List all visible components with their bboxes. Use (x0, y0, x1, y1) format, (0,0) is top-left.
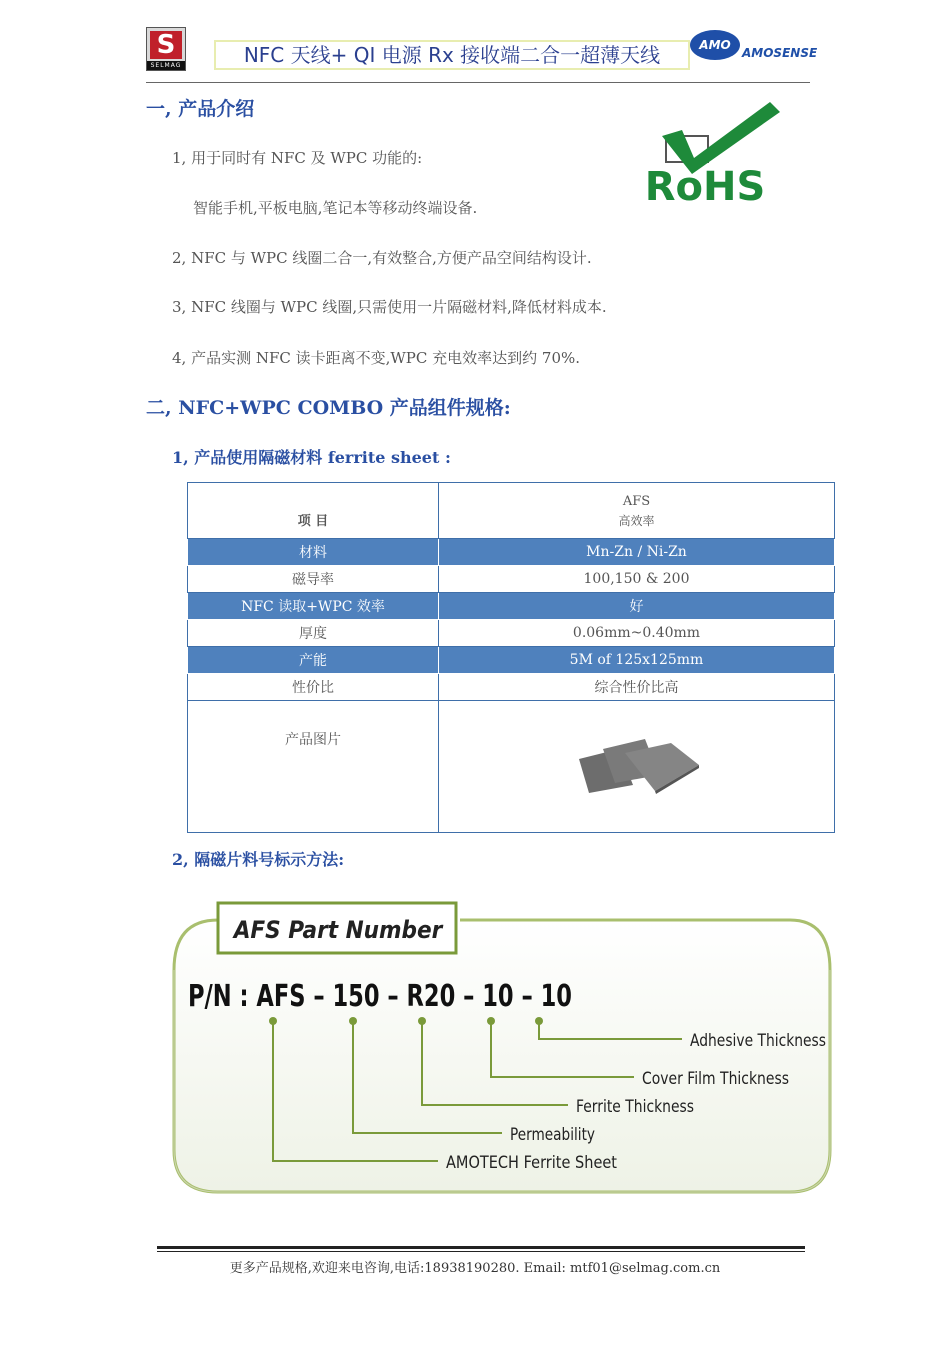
section2-heading: 二, NFC+WPC COMBO 产品组件规格: (146, 397, 511, 419)
table-header-afs (439, 483, 835, 539)
table-row (188, 539, 835, 566)
ferrite-sheet-image (567, 735, 707, 795)
part-number-code: P/N : AFS – 150 – R20 – 10 – 10 (188, 979, 572, 1014)
document-title: NFC 天线+ QI 电源 Rx 接收端二合一超薄天线 (214, 40, 690, 70)
header-divider (146, 82, 810, 83)
row-label: NFC 读取+WPC 效率 (188, 593, 439, 620)
table-header-item (188, 483, 439, 539)
label-ferrite-thickness: Ferrite Thickness (576, 1097, 695, 1117)
part-number-diagram (170, 900, 834, 1196)
row-value: 好 (439, 593, 835, 620)
row-value: 100,150 & 200 (439, 566, 835, 593)
label-cover-film-thickness: Cover Film Thickness (642, 1069, 790, 1089)
amo-logo-mark: AMO (690, 30, 740, 60)
table-header-row (188, 483, 835, 539)
label-permeability: Permeability (510, 1125, 595, 1145)
row-value: 5M of 125x125mm (439, 647, 835, 674)
row-label: 材料 (188, 539, 439, 566)
table-image-row (188, 701, 835, 833)
table-row (188, 674, 835, 701)
selmag-logo (146, 27, 186, 71)
row-value: Mn-Zn / Ni-Zn (439, 539, 835, 566)
row-label: 性价比 (188, 674, 439, 701)
logo-letter: S (150, 31, 182, 59)
rohs-badge (620, 100, 790, 210)
logo-subtext: SELMAG (147, 61, 185, 70)
header-afs-sub: 高效率 (618, 513, 655, 528)
label-amotech-ferrite-sheet: AMOTECH Ferrite Sheet (446, 1153, 618, 1173)
table-row (188, 566, 835, 593)
table-row (188, 620, 835, 647)
spec-table (187, 482, 835, 833)
label-adhesive-thickness: Adhesive Thickness (690, 1031, 827, 1051)
table-row (188, 647, 835, 674)
footer-contact: 更多产品规格,欢迎来电咨询,电话:18938190280. Email: mtf01@selmag.com.cn (229, 1261, 721, 1276)
row-label: 产能 (188, 647, 439, 674)
row-value: 综合性价比高 (439, 674, 835, 701)
intro-item-1-detail: 智能手机,平板电脑,笔记本等移动终端设备. (193, 199, 478, 217)
part-number-box-title: AFS Part Number (233, 916, 443, 944)
intro-item-3: 3, NFC 线圈与 WPC 线圈,只需使用一片隔磁材料,降低材料成本. (172, 298, 607, 316)
amosense-logo (690, 30, 818, 66)
intro-item-4: 4, 产品实测 NFC 读卡距离不变,WPC 充电效率达到约 70%. (172, 349, 581, 367)
footer-divider-thin (157, 1251, 805, 1252)
intro-item-1: 1, 用于同时有 NFC 及 WPC 功能的: (172, 149, 423, 167)
header-item-label: 项 目 (297, 514, 329, 529)
image-row-label: 产品图片 (188, 701, 439, 833)
footer-divider (157, 1246, 805, 1249)
header-afs-label: AFS (622, 493, 651, 509)
row-label: 磁导率 (188, 566, 439, 593)
row-value: 0.06mm~0.40mm (439, 620, 835, 647)
amo-logo-text: AMOSENSE (742, 46, 818, 60)
ferrite-subheading: 1, 产品使用隔磁材料 ferrite sheet : (172, 448, 451, 467)
intro-item-2: 2, NFC 与 WPC 线圈二合一,有效整合,方便产品空间结构设计. (172, 249, 592, 267)
section1-heading: 一, 产品介绍 (146, 98, 255, 120)
rohs-label: RoHS (644, 164, 766, 210)
part-number-subheading: 2, 隔磁片料号标示方法: (172, 850, 345, 869)
row-label: 厚度 (188, 620, 439, 647)
product-image-cell (439, 701, 835, 833)
table-row (188, 593, 835, 620)
